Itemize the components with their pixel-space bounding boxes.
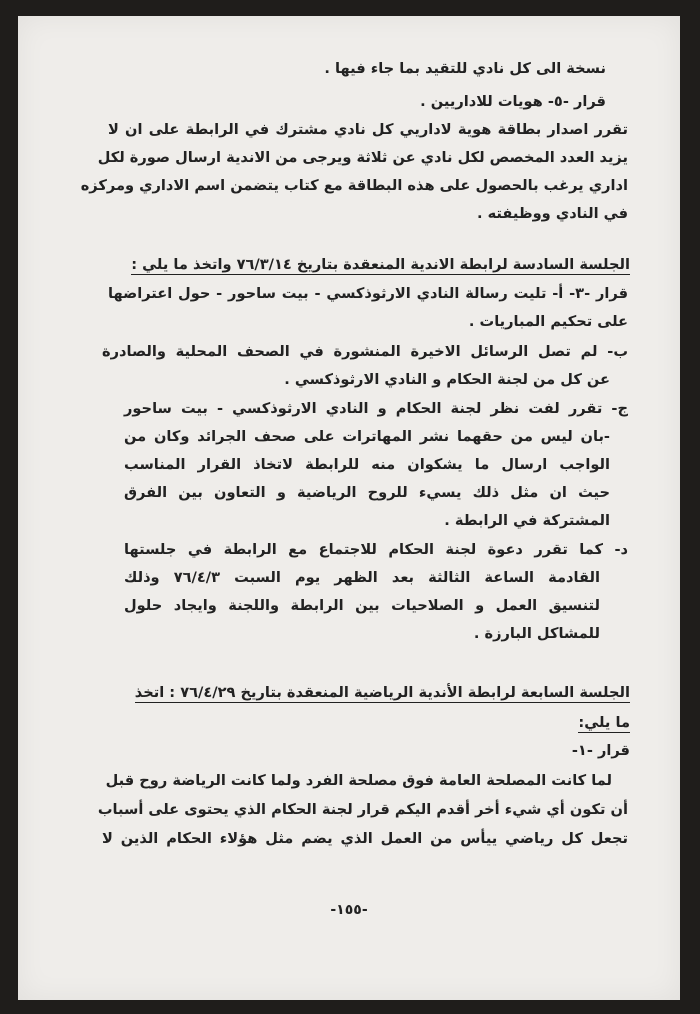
- text-line: لما كانت المصلحة العامة فوق مصلحة الفرد ولما كانت الرياضة روح قبل: [105, 772, 612, 789]
- seventh-session-heading-wrap: [100, 684, 630, 701]
- text-line: يزيد العدد المخصص لكل نادي عن ثلاثة ويرجى من الاندية ارسال صورة لكل: [97, 149, 628, 166]
- text-line: نسخة الى كل نادي للتقيد بما جاء فيها .: [324, 60, 606, 77]
- text-line: على تحكيم المباريات .: [468, 313, 628, 330]
- text-line: المشتركة في الرابطة .: [444, 512, 610, 529]
- text-line: تقرر اصدار بطاقة هوية لاداريي كل نادي مشترك في الرابطة على ان لا: [108, 121, 628, 138]
- text-line: قرار -٣- أ- تليت رسالة النادي الارثوذكسي - بيت ساحور - حول اعتراضها: [108, 285, 628, 302]
- text-line: القادمة الساعة الثالثة بعد الظهر يوم السبت ٧٦/٤/٣ وذلك: [124, 569, 600, 586]
- decision-1-title: قرار -١-: [571, 742, 630, 759]
- seventh-session-heading-cont-wrap: [108, 714, 630, 731]
- text-line: أن تكون أي شيء أخر أقدم اليكم قرار لجنة الحكام الذي يحتوى على أسباب: [97, 801, 628, 818]
- item-c: ج- تقرر لفت نظر لجنة الحكام و النادي الارثوذكسي - بيت ساحور: [124, 400, 628, 417]
- item-b: ب- لم تصل الرسائل الاخيرة المنشورة في الصحف المحلية والصادرة: [102, 343, 628, 360]
- sixth-session-heading-wrap: [131, 256, 630, 273]
- text-line: عن كل من لجنة الحكام و النادي الارثوذكسي .: [284, 371, 610, 388]
- page-number: -١٥٥-: [330, 902, 368, 918]
- text-line: تجعل كل رياضي ييأس من العمل الذي يضم مثل هؤلاء الحكام الذين لا: [102, 830, 628, 847]
- sixth-session-heading: الجلسة السادسة لرابطة الاندية المنعقدة بتاريخ ٧٦/٣/١٤ واتخذ ما يلي :: [131, 256, 630, 273]
- item-d: د- كما تقرر دعوة لجنة الحكام للاجتماع مع الرابطة في جلستها: [124, 541, 628, 558]
- text-line: لتنسيق العمل و الصلاحيات بين الرابطة واللجنة وايجاد حلول: [124, 597, 600, 614]
- text-line: -بان ليس من حقهما نشر المهاترات على صحف الجرائد وكان من: [124, 428, 610, 445]
- text-line: الواجب ارسال ما يشكوان منه للرابطة لاتخاذ القرار المناسب: [124, 456, 610, 473]
- text-line: حيث ان مثل ذلك يسيء للروح الرياضية و التعاون بين الفرق: [124, 484, 610, 501]
- decision-5-title: قرار -٥- هويات للاداريين .: [420, 93, 606, 110]
- text-line: اداري يرغب بالحصول على هذه البطاقة مع كتاب يتضمن اسم الاداري ومركزه: [80, 177, 628, 194]
- document-page: [18, 16, 680, 1000]
- seventh-session-heading: الجلسة السابعة لرابطة الأندية الرياضية المنعقدة بتاريخ ٧٦/٤/٢٩ : اتخذ: [134, 684, 630, 701]
- text-line: للمشاكل البارزة .: [473, 625, 600, 642]
- seventh-session-heading-cont: ما يلي:: [578, 714, 630, 731]
- text-line: في النادي ووظيفته .: [476, 205, 628, 222]
